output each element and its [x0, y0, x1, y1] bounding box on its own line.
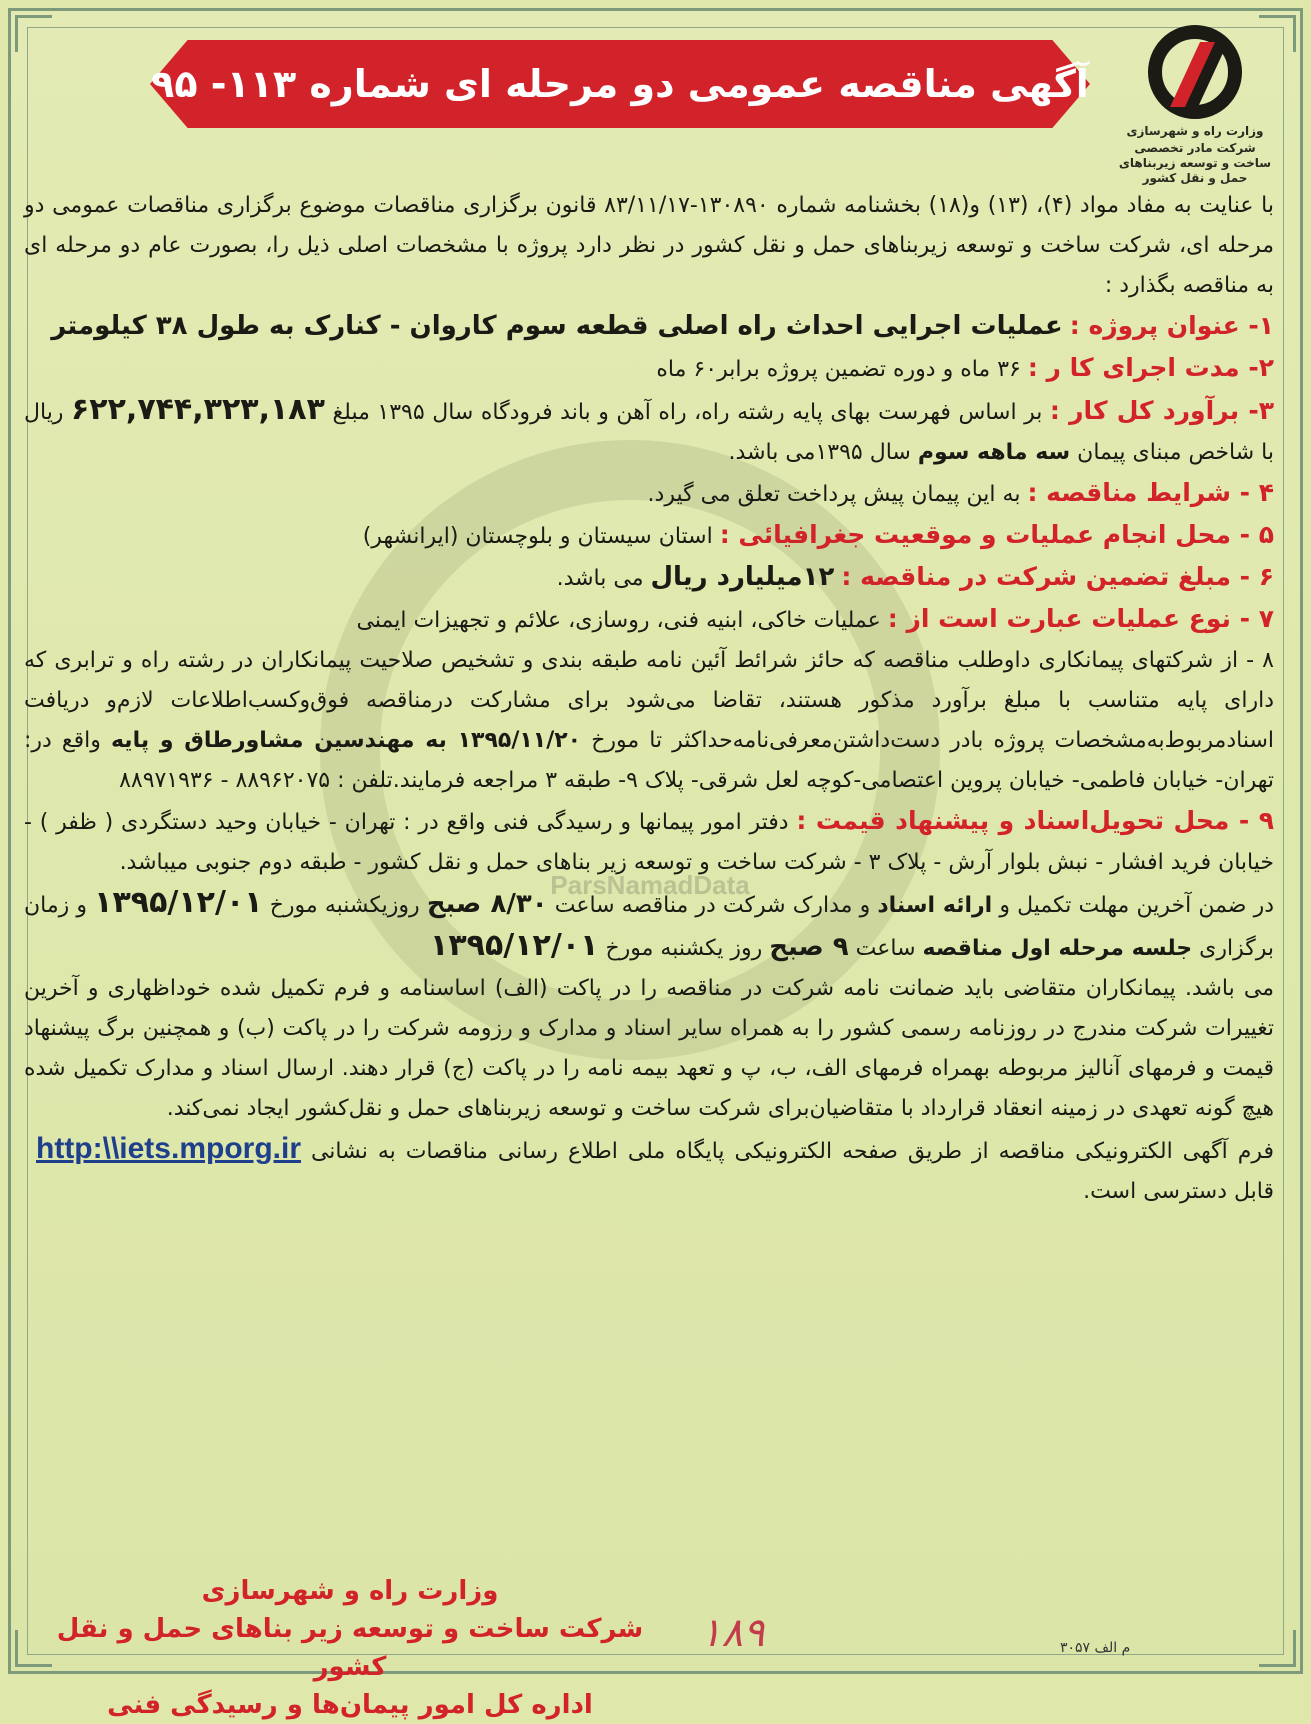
signature-block — [30, 1572, 670, 1724]
item-6-text: می باشد. — [556, 566, 644, 591]
meeting-date: ۱۳۹۵/۱۲/۰۱ — [430, 928, 599, 963]
logo-icon — [1140, 22, 1250, 122]
intro-paragraph: با عنایت به مفاد مواد (۴)، (۱۳) و(۱۸) بخشنامه شماره ۱۳۰۸۹۰-۸۳/۱۱/۱۷ قانون برگزاری مناقصات موضوع برگزاری مناقصات عمومی دو مرحله ای، شرکت ساخت و توسعه زیربناهای حمل و نقل کشور در نظر دارد پروژه با مشخصات اصلی ذیل را، بصورت عام دو مرحله ای به مناقصه بگذارد : — [24, 193, 1274, 298]
item-1-text: عملیات اجرایی احداث راه اصلی قطعه سوم کاروان - کنارک به طول ۳۸ کیلومتر — [51, 311, 1063, 341]
item-3-bold: سه ماهه سوم — [917, 440, 1071, 465]
signature-line-1: وزارت راه و شهرسازی — [201, 1576, 499, 1606]
notice-body — [24, 186, 1274, 1212]
meeting-bold: جلسه مرحله اول مناقصه — [922, 936, 1193, 961]
item-3-amount: ۶۲۲,۷۴۴,۳۲۳,۱۸۳ — [70, 392, 325, 427]
item-7 — [24, 599, 1274, 641]
page-title: آگهی مناقصه عمومی دو مرحله ای شماره ۱۱۳- ۹۵ — [151, 62, 1089, 106]
deadline-paragraph — [24, 883, 1274, 969]
item-1 — [24, 306, 1274, 348]
signature-line-3: اداره کل امور پیمان‌ها و رسیدگی فنی — [107, 1690, 593, 1720]
item-3-text: بر اساس فهرست بهای پایه رشته راه، راه آهن و باند فرودگاه سال ۱۳۹۵ مبلغ — [332, 400, 1043, 425]
corner-ornament — [15, 15, 52, 52]
item-9-label: ۹ - محل تحویل‌اسناد و پیشنهاد قیمت : — [796, 806, 1274, 835]
item-2-text: ۳۶ ماه و دوره تضمین پروژه برابر۶۰ ماه — [656, 357, 1021, 382]
logo-caption-2: شرکت مادر تخصصی ساخت و توسعه زیربناهای حمل و نقل کشور — [1118, 141, 1272, 185]
item-3-label: ۳- برآورد کل کار : — [1049, 396, 1274, 425]
item-8-bold: ۱۳۹۵/۱۱/۲۰ به مهندسین مشاورطاق و پایه — [110, 728, 582, 753]
item-8-text: ۸ - از شرکتهای پیمانکاری داوطلب مناقصه که حائز شرائط آئین نامه طبقه بندی و تشخیص صلاحیت پیمانکاران در رشته راه و ترابری که دارای پایه متناسب با مبلغ برآورد مذکور هستند، تقاضا می‌شود برای مشارکت درمناقصه فوق‌وکسب‌اطلاعات لازم‌و دریافت اسنادمربوط‌به‌مشخصات پروژه بادر دست‌داشتن‌معرفی‌نامه‌حداکثر تا مورخ — [24, 648, 1275, 753]
logo-caption-1: وزارت راه و شهرسازی — [1126, 124, 1264, 138]
item-7-label: ۷ - نوع عملیات عبارت است از : — [887, 604, 1274, 633]
signature-line-2: شرکت ساخت و توسعه زیر بناهای حمل و نقل کشور — [56, 1614, 644, 1682]
handwritten-number: ۱۸۹ — [700, 1610, 765, 1656]
envelopes-paragraph: می باشد. پیمانکاران متقاضی باید ضمانت نامه شرکت در مناقصه را در پاکت (الف) اساسنامه و فرم تکمیل شده خوداظهاری و آخرین تغییرات شرکت مندرج در روزنامه رسمی کشور را به همراه سایر اسناد و مدارک و رزومه شرکت را در پاکت (ب) و همچنین برگ پیشنهاد قیمت و فرمهای آنالیز مربوطه بهمراه فرمهای الف، ب، پ و تعهد بیمه نامه را در پاکت (ج) قرار دهند. ارسال اسناد و مدارک تکمیل شده هیچ گونه تعهدی در زمینه انعقاد قرارداد با متقاضیان‌برای شرکت ساخت و توسعه زیربناهای حمل و نقل‌کشور ایجاد نمی‌کند. — [24, 976, 1274, 1121]
item-5-label: ۵ - محل انجام عملیات و موقعیت جغرافیائی : — [719, 520, 1274, 549]
item-6 — [24, 557, 1274, 599]
item-5 — [24, 515, 1274, 557]
item-7-text: عملیات خاکی، ابنیه فنی، روسازی، علائم و تجهیزات ایمنی — [356, 608, 881, 633]
corner-ornament — [1259, 1630, 1296, 1667]
deadline-text: در ضمن آخرین مهلت تکمیل و — [999, 893, 1275, 918]
ad-code: م الف ۳۰۵۷ — [1060, 1640, 1131, 1656]
item-3 — [24, 390, 1274, 473]
item-8-text2: واقع در: تهران- خیابان فاطمی- خیابان پروین اعتصامی-کوچه لعل شرقی- پلاک ۹- طبقه ۳ مراجعه فرمایند.تلفن : ۸۸۹۶۲۰۷۵ - ۸۸۹۷۱۹۳۶ — [24, 728, 1274, 793]
meeting-text: ساعت — [855, 936, 916, 961]
logo — [1115, 22, 1275, 185]
item-9-text: دفتر امور پیمانها و رسیدگی فنی واقع در : تهران - خیابان وحید دستگردی ( ظفر ) - خیابان فرید افشار - نبش بلوار آرش - پلاک ۳ - شرکت ساخت و توسعه زیر بناهای حمل و نقل کشور - طبقه دوم جنوبی میباشد. — [24, 810, 1274, 875]
item-4 — [24, 473, 1274, 515]
online-form-text-end: قابل دسترسی است. — [1083, 1179, 1274, 1204]
item-5-text: استان سیستان و بلوچستان (ایرانشهر) — [362, 524, 713, 549]
item-4-text: به این پیمان پیش پرداخت تعلق می گیرد. — [647, 482, 1021, 507]
item-1-label: ۱- عنوان پروژه : — [1069, 311, 1274, 340]
watermark-text: ParsNamadData — [550, 870, 750, 900]
online-form-text: فرم آگهی الکترونیکی مناقصه از طریق صفحه الکترونیکی پایگاه ملی اطلاع رسانی مناقصات به نشانی — [310, 1139, 1274, 1164]
item-9 — [24, 801, 1274, 883]
deadline-bold: ارائه اسناد — [877, 893, 993, 918]
online-form-paragraph — [24, 1129, 1274, 1212]
meeting-text: و زمان برگزاری — [24, 893, 1274, 961]
meeting-text: روز یکشنبه مورخ — [605, 936, 763, 961]
meeting-time: ۹ صبح — [769, 932, 849, 962]
item-4-label: ۴ - شرایط مناقصه : — [1027, 478, 1274, 507]
deadline-text: و مدارک شرکت در مناقصه ساعت — [554, 893, 871, 918]
deadline-date: ۱۳۹۵/۱۲/۰۱ — [94, 885, 263, 920]
item-2-label: ۲- مدت اجرای کا ر : — [1027, 353, 1274, 382]
item-6-label: ۶ - مبلغ تضمین شرکت در مناقصه : — [841, 562, 1274, 591]
deadline-text: روزیکشنبه مورخ — [269, 893, 420, 918]
deadline-time: ۸/۳۰ صبح — [426, 889, 548, 919]
item-8 — [24, 641, 1274, 801]
item-3-text3: سال ۱۳۹۵می باشد. — [728, 440, 911, 465]
item-6-bold: ۱۲میلیارد ریال — [650, 562, 835, 592]
item-2 — [24, 348, 1274, 390]
item-3-text2: ریال با شاخص مبنای پیمان — [24, 400, 1274, 465]
tender-url-link[interactable]: http:\\iets.mporg.ir — [36, 1132, 301, 1165]
